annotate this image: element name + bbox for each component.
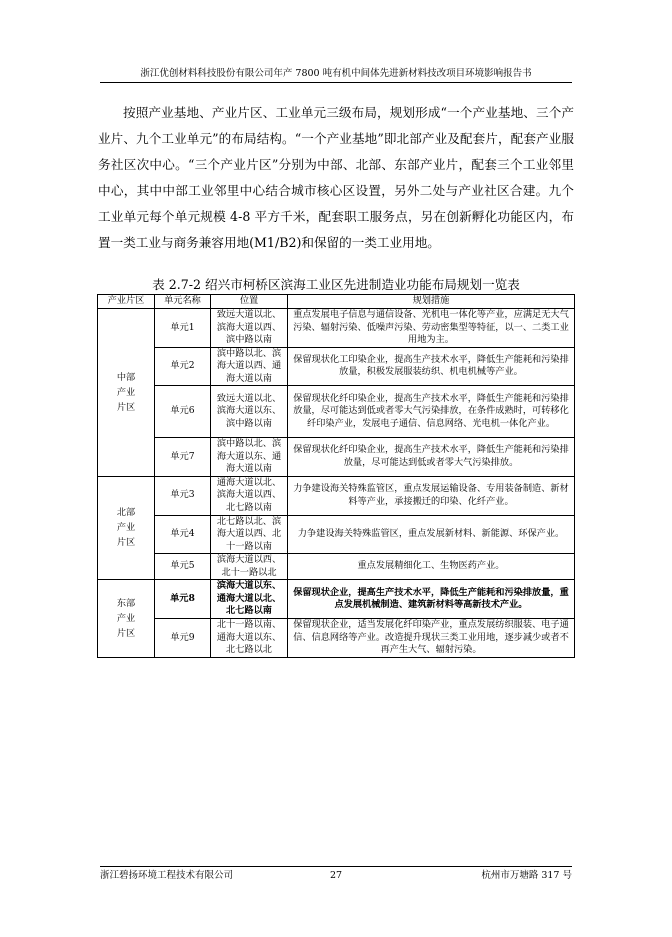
header-rule — [100, 82, 572, 83]
table-row — [98, 438, 575, 477]
unit-measure: 保留现状化纤印染企业，提高生产技术水平，降低生产能耗和污染排放量，尽可能达到低或者零大气污染排放。 — [288, 438, 575, 477]
unit-location: 致远大道以北、滨海大道以东、滨中路以南 — [211, 386, 288, 438]
header-location: 位置 — [211, 295, 288, 309]
unit-measure: 重点发展精细化工、生物医药产业。 — [288, 554, 575, 580]
table-caption: 表 2.7-2 绍兴市柯桥区滨海工业区先进制造业功能布局规划一览表 — [152, 277, 520, 292]
unit-name: 单元9 — [155, 619, 211, 658]
unit-name: 单元1 — [155, 309, 211, 348]
table-row — [98, 476, 575, 515]
unit-location: 滨海大道以东、通海大道以北、北七路以南 — [211, 580, 288, 619]
unit-measure: 力争建设海关特殊监管区，重点发展运输设备、专用装备制造、新材料等产业，承接搬迁的印染、化纤产业。 — [288, 476, 575, 515]
header-unit: 单元名称 — [155, 295, 211, 309]
unit-name: 单元3 — [155, 476, 211, 515]
unit-measure: 重点发展电子信息与通信设备、光机电一体化等产业，应满足无大气污染、辐射污染、低噪声污染、劳动密集型等特征，以一、二类工业用地为主。 — [288, 309, 575, 348]
unit-name: 单元7 — [155, 438, 211, 477]
unit-location: 滨中路以北、滨海大道以东、通海大道以南 — [211, 438, 288, 477]
zone-east: 东部产业片区 — [116, 598, 136, 639]
unit-name: 单元2 — [155, 347, 211, 386]
table-row — [98, 386, 575, 438]
unit-name: 单元8 — [155, 580, 211, 619]
header-measure: 规划措施 — [288, 295, 575, 309]
unit-measure: 保留现状化工印染企业，提高生产技术水平，降低生产能耗和污染排放量，积极发展服装纺织、机电机械等产业。 — [288, 347, 575, 386]
unit-name: 单元4 — [155, 515, 211, 554]
body-paragraph: 按照产业基地、产业片区、工业单元三级布局，规划形成“一个产业基地、三个产业片、九个工业单元”的布局结构。“一个产业基地”即北部产业及配套片，配套产业服务社区次中心。“三个产业片区”分别为中部、北部、东部产业片，配套三个工业邻里中心，其中中部工业邻里中心结合城市核心区设置，另外二处与产业社区合建。九个工业单元每个单元规模 4-8 平方千米，配套职工服务点，另在创新孵化功能区内，布置一类工业与商务兼容用地(M1/B2)和保留的一类工业用地。 — [98, 105, 574, 250]
unit-location: 滨海大道以西、北十一路以北 — [211, 554, 288, 580]
table-row — [98, 554, 575, 580]
footer-rule — [100, 866, 572, 867]
footer-address: 杭州市万塘路 317 号 — [481, 870, 572, 881]
page-number: 27 — [329, 870, 343, 881]
unit-measure: 保留现状化纤印染企业，提高生产技术水平，降低生产能耗和污染排放量，尽可能达到低或者零大气污染排放，在条件成熟时，可转移化纤印染产业，发展电子通信、信息网络、光电机一体化产业。 — [288, 386, 575, 438]
unit-location: 北十一路以南、通海大道以东、北七路以北 — [211, 619, 288, 658]
layout-plan-table — [97, 294, 575, 658]
unit-name: 单元6 — [155, 386, 211, 438]
unit-location: 致远大道以北、滨海大道以西、滨中路以南 — [211, 309, 288, 348]
table-row — [98, 309, 575, 348]
zone-north: 北部产业片区 — [116, 507, 136, 549]
unit-measure: 保留现状企业，适当发展化纤印染产业，重点发展纺织服装、电子通信、信息网络等产业。改造提升现状三类工业用地，逐步减少或者不再产生大气、辐射污染。 — [288, 619, 575, 658]
footer-company: 浙江碧扬环境工程技术有限公司 — [100, 870, 234, 881]
table-row — [98, 515, 575, 554]
zone-central: 中部产业片区 — [116, 371, 136, 413]
table-row — [98, 347, 575, 386]
body-text — [98, 100, 574, 256]
table-row — [98, 580, 575, 619]
page-footer — [100, 869, 572, 883]
table-row — [98, 619, 575, 658]
unit-measure: 力争建设海关特殊监管区，重点发展新材料、新能源、环保产业。 — [288, 515, 575, 554]
header-zone: 产业片区 — [98, 295, 155, 309]
unit-location: 北七路以北、滨海大道以西、北十一路以南 — [211, 515, 288, 554]
unit-location: 通海大道以北、滨海大道以西、北七路以南 — [211, 476, 288, 515]
unit-measure: 保留现状企业，提高生产技术水平，降低生产能耗和污染排放量，重点发展机械制造、建筑新材料等高新技术产业。 — [288, 580, 575, 619]
running-header: 浙江优创材料科技股份有限公司年产 7800 吨有机中间体先进新材料技改项目环境影响报告书 — [140, 68, 532, 79]
unit-name: 单元5 — [155, 554, 211, 580]
unit-location: 滨中路以北、滨海大道以西、通海大道以南 — [211, 347, 288, 386]
table-header-row — [98, 295, 575, 309]
